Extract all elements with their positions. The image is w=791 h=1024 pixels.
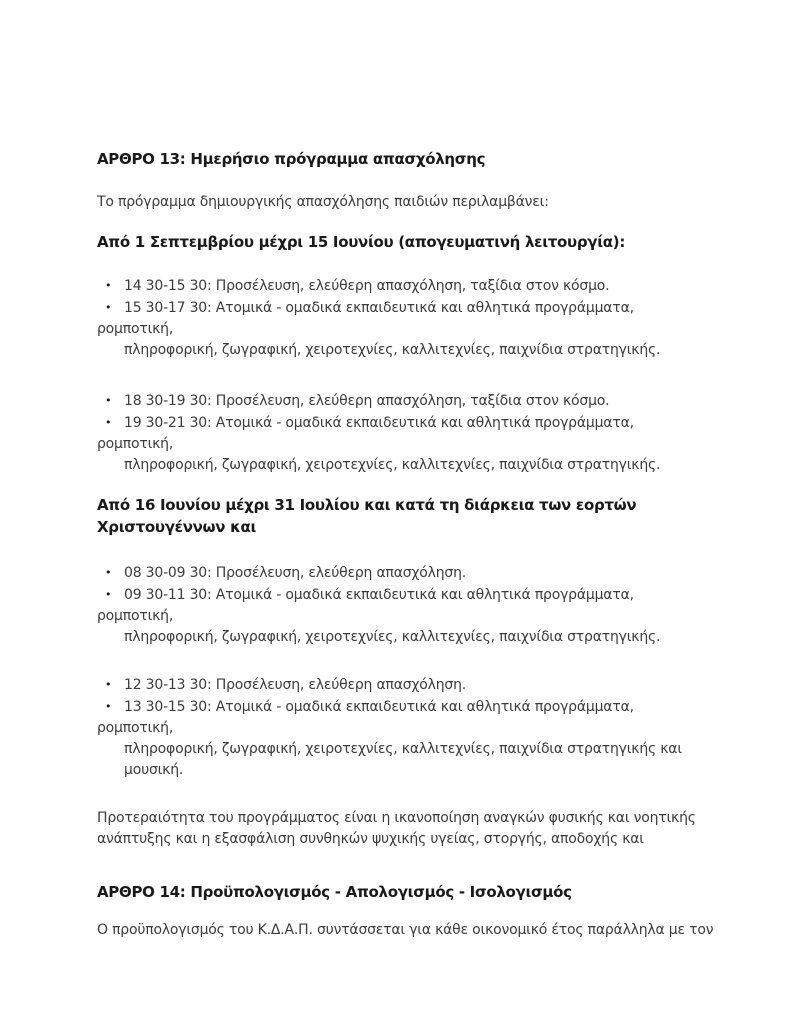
summer-schedule-heading-line-1: Από 16 Ιουνίου μέχρι 31 Ιουλίου και κατά τη διάρκεια των εορτών — [97, 496, 637, 514]
schedule-indented-line: πληροφορική, ζωγραφική, χειροτεχνίες, καλλιτεχνίες, παιχνίδια στρατηγικής και — [124, 741, 682, 757]
bullet-icon: • — [105, 279, 112, 292]
schedule-item-text: 14 30-15 30: Προσέλευση, ελεύθερη απασχόληση, ταξίδια στον κόσμο. — [124, 278, 610, 294]
schedule-item-text: 09 30-11 30: Ατομικά - ομαδικά εκπαιδευτικά και αθλητικά προγράμματα, — [124, 587, 634, 603]
schedule-indented-line: πληροφορική, ζωγραφική, χειροτεχνίες, καλλιτεχνίες, παιχνίδια στρατηγικής. — [124, 457, 661, 473]
schedule-indented-line: πληροφορική, ζωγραφική, χειροτεχνίες, καλλιτεχνίες, παιχνίδια στρατηγικής. — [124, 629, 661, 645]
priority-paragraph-line-1: Προτεραιότητα του προγράμματος είναι η ικανοποίηση αναγκών φυσικής και νοητικής — [97, 810, 696, 826]
schedule-item-text: 12 30-13 30: Προσέλευση, ελεύθερη απασχόληση. — [124, 677, 467, 693]
summer-schedule-heading — [97, 494, 746, 538]
schedule-item — [97, 584, 746, 606]
afternoon-schedule-group-1 — [97, 275, 746, 361]
schedule-item — [97, 297, 746, 319]
schedule-item — [97, 674, 746, 696]
priority-paragraph-line-2: ανάπτυξης και η εξασφάλιση συνθηκών ψυχικής υγείας, στοργής, αποδοχής και — [97, 831, 644, 847]
bullet-icon: • — [105, 700, 112, 713]
schedule-item-text: 19 30-21 30: Ατομικά - ομαδικά εκπαιδευτικά και αθλητικά προγράμματα, — [124, 415, 634, 431]
schedule-item — [97, 696, 746, 718]
bullet-icon: • — [105, 566, 112, 579]
schedule-continuation-line: ρομποτική, — [97, 321, 174, 337]
summer-schedule-group-1 — [97, 562, 746, 648]
schedule-indented-line: μουσική. — [124, 762, 184, 778]
schedule-item — [97, 390, 746, 412]
bullet-icon: • — [105, 588, 112, 601]
article-13-heading: ΑΡΘΡΟ 13: Ημερήσιο πρόγραμμα απασχόλησης — [97, 150, 486, 168]
schedule-item-text: 13 30-15 30: Ατομικά - ομαδικά εκπαιδευτικά και αθλητικά προγράμματα, — [124, 699, 634, 715]
schedule-item-text: 18 30-19 30: Προσέλευση, ελεύθερη απασχόληση, ταξίδια στον κόσμο. — [124, 393, 610, 409]
budget-paragraph: Ο προϋπολογισμός του Κ.Δ.Α.Π. συντάσσεται για κάθε οικονομικό έτος παράλληλα με τον — [97, 922, 714, 938]
schedule-continuation-line: ρομποτική, — [97, 608, 174, 624]
intro-paragraph: Το πρόγραμμα δημιουργικής απασχόλησης παιδιών περιλαμβάνει: — [97, 194, 549, 210]
schedule-item — [97, 562, 746, 584]
schedule-item — [97, 275, 746, 297]
afternoon-schedule-group-2 — [97, 390, 746, 476]
schedule-item-text: 15 30-17 30: Ατομικά - ομαδικά εκπαιδευτικά και αθλητικά προγράμματα, — [124, 300, 634, 316]
schedule-item-text: 08 30-09 30: Προσέλευση, ελεύθερη απασχόληση. — [124, 565, 467, 581]
article-14-heading: ΑΡΘΡΟ 14: Προϋπολογισμός - Απολογισμός - Ισολογισμός — [97, 883, 572, 901]
schedule-continuation-line: ρομποτική, — [97, 436, 174, 452]
afternoon-schedule-heading: Από 1 Σεπτεμβρίου μέχρι 15 Ιουνίου (απογευματινή λειτουργία): — [97, 233, 626, 251]
schedule-continuation-line: ρομποτική, — [97, 720, 174, 736]
priority-paragraph — [97, 808, 746, 850]
bullet-icon: • — [105, 394, 112, 407]
bullet-icon: • — [105, 416, 112, 429]
schedule-indented-line: πληροφορική, ζωγραφική, χειροτεχνίες, καλλιτεχνίες, παιχνίδια στρατηγικής. — [124, 342, 661, 358]
summer-schedule-group-2 — [97, 674, 746, 781]
bullet-icon: • — [105, 678, 112, 691]
summer-schedule-heading-line-2: Χριστουγέννων και — [97, 518, 257, 536]
bullet-icon: • — [105, 301, 112, 314]
schedule-item — [97, 412, 746, 434]
